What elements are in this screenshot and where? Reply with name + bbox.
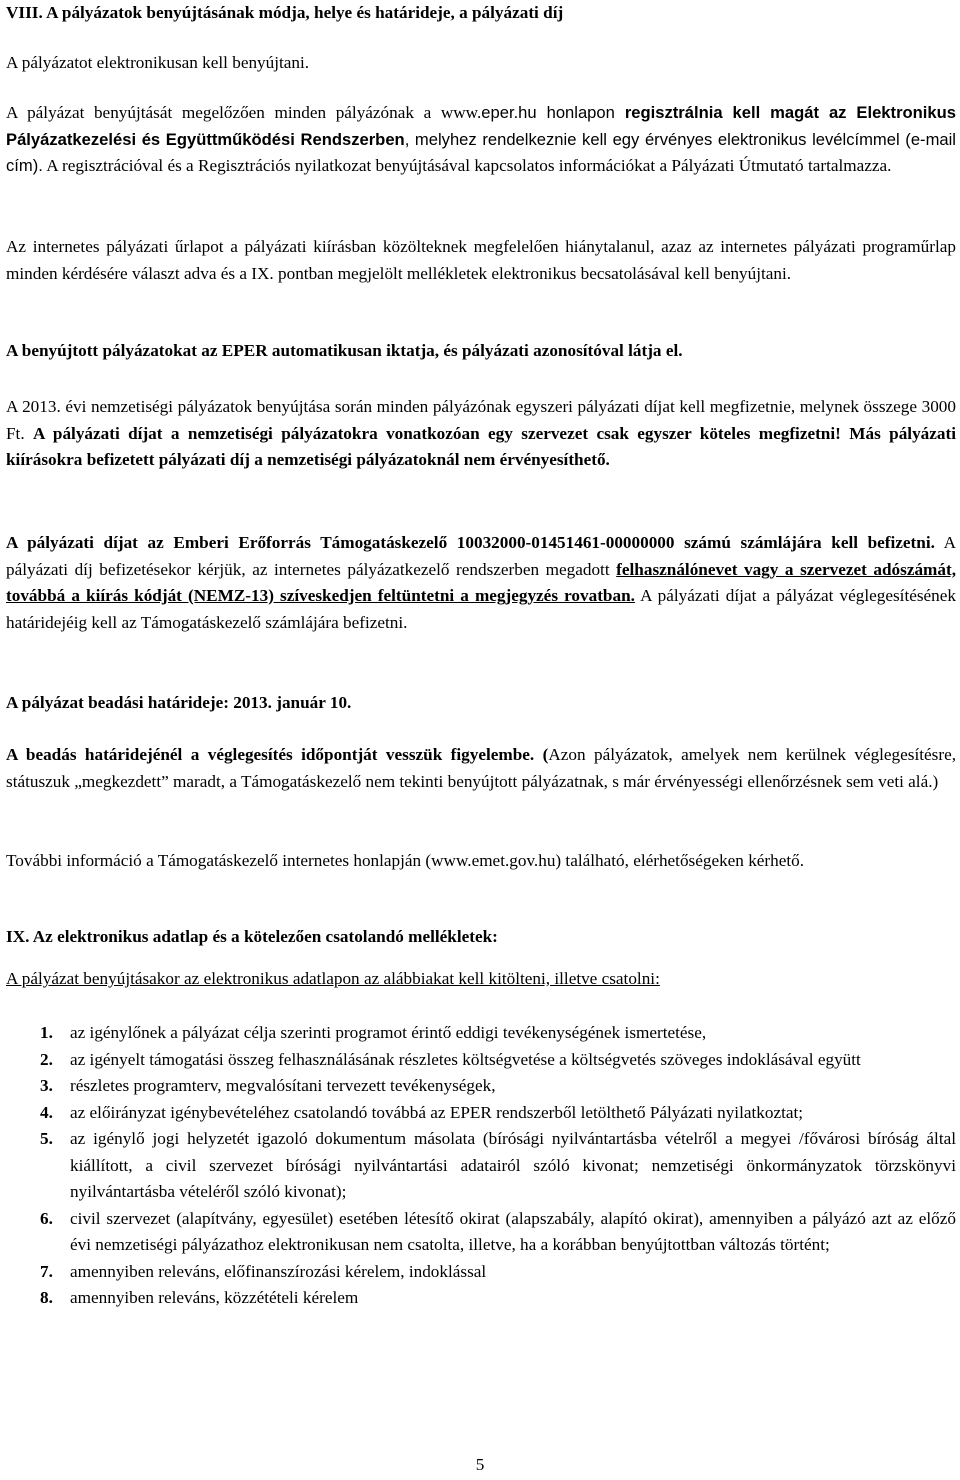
- attachments-list: [6, 1020, 956, 1312]
- paragraph-more-info: További információ a Támogatáskezelő internetes honlapján (www.emet.gov.hu) található, elérhetőségeken kérhető.: [6, 851, 805, 870]
- paragraph-fee: A 2013. évi nemzetiségi pályázatok benyújtása során minden pályázónak egyszeri pályázati díjat kell megfizetnie, melynek összege 3000 Ft. A pályázati díjat a nemzetiségi pályázatokra vonatkozóan egy szervezet csak egyszer köteles megfizetni! Más pályázati kiírásokra befizetett pályázati díj a nemzetiségi pályázatoknál nem érvényesíthető.: [6, 397, 956, 469]
- list-item: 1. az igénylőnek a pályázat célja szerinti programot érintő eddigi tevékenységének ismertetése,: [40, 1023, 707, 1042]
- paragraph-payment: A pályázati díjat az Emberi Erőforrás Támogatáskezelő 10032000-01451461-00000000 számú számlájára kell befizetni. A pályázati díj befizetésekor kérjük, az internetes pályázatkezelő rendszerben megadott felhasználónevet vagy a szervezet adószámát, továbbá a kiírás kódját (NEMZ-13) szíveskedjen feltüntetni a megjegyzés rovatban. A pályázati díjat a pályázat véglegesítésének határidejéig kell az Támogatáskezelő számlájára befizetni.: [6, 533, 957, 632]
- paragraph-registration: A pályázat benyújtását megelőzően minden pályázónak a www.eper.hu honlapon regisztrálnia kell magát az Elektronikus Pályázatkezelési és Együttműködési Rendszerben, melyhez rendelkeznie kell egy érvényes elektronikus levélcímmel (e-mail cím). A regisztrációval és a Regisztrációs nyilatkozat benyújtásával kapcsolatos információkat a Pályázati Útmutató tartalmazza.: [6, 103, 956, 175]
- section-8-heading: VIII. A pályázatok benyújtásának módja, helye és határideje, a pályázati díj: [6, 3, 564, 22]
- list-item: 8. amennyiben releváns, közzétételi kérelem: [40, 1288, 359, 1307]
- list-item: 6. civil szervezet (alapítvány, egyesület) esetében létesítő okirat (alapszabály, alapító okirat), amennyiben a pályázó azt az előző évi nemzetiségi pályázathoz elektronikusan nem csatolta, illetve, ha a korábban benyújtottban változás történt;: [40, 1208, 956, 1254]
- list-item: 5. az igénylő jogi helyzetét igazoló dokumentum másolata (bírósági nyilvántartásba vételről a megyei /fővárosi bíróság által kiállított, a civil szervezet bírósági nyilvántartási adatairól szóló kivonat; nemzetiségi önkormányzatok törzskönyvi nyilvántartásba vételéről szóló kivonat);: [40, 1129, 956, 1201]
- section-9-intro: A pályázat benyújtásakor az elektronikus adatlapon az alábbiakat kell kitölteni, illetve csatolni:: [6, 969, 660, 988]
- paragraph-electronic-submission: A pályázatot elektronikusan kell benyújtani.: [6, 53, 310, 72]
- paragraph-internet-form: Az internetes pályázati űrlapot a pályázati kiírásban közölteknek megfelelően hiánytalanul, azaz az internetes pályázati programűrlap minden kérdésére választ adva és a IX. pontban megjelölt mellékletek elektronikus becsatolásával kell benyújtani.: [6, 237, 956, 283]
- list-item: 2. az igényelt támogatási összeg felhasználásának részletes költségvetése a költségvetés szöveges indoklásával együtt: [40, 1049, 861, 1069]
- section-9-heading: IX. Az elektronikus adatlap és a kötelezően csatolandó mellékletek:: [6, 927, 498, 946]
- list-item: 3. részletes programterv, megvalósítani tervezett tevékenységek,: [40, 1076, 496, 1095]
- list-item: 7. amennyiben releváns, előfinanszírozási kérelem, indoklással: [40, 1261, 487, 1281]
- paragraph-deadline: A pályázat beadási határideje: 2013. január 10.: [6, 693, 352, 712]
- page-number: 5: [475, 1455, 485, 1474]
- list-item: 4. az előirányzat igénybevételéhez csatolandó továbbá az EPER rendszerből letölthető Pályázati nyilatkoztat;: [40, 1102, 804, 1122]
- paragraph-eper-registration: A benyújtott pályázatokat az EPER automatikusan iktatja, és pályázati azonosítóval látja el.: [6, 341, 683, 360]
- paragraph-finalization: A beadás határidejénél a véglegesítés időpontját vesszük figyelembe. (Azon pályázatok, amelyek nem kerülnek véglegesítésre, státuszuk „megkezdett” maradt, a Támogatáskezelő nem tekinti benyújtott pályázatnak, s már érvényességi ellenőrzésnek sem veti alá.): [6, 745, 956, 791]
